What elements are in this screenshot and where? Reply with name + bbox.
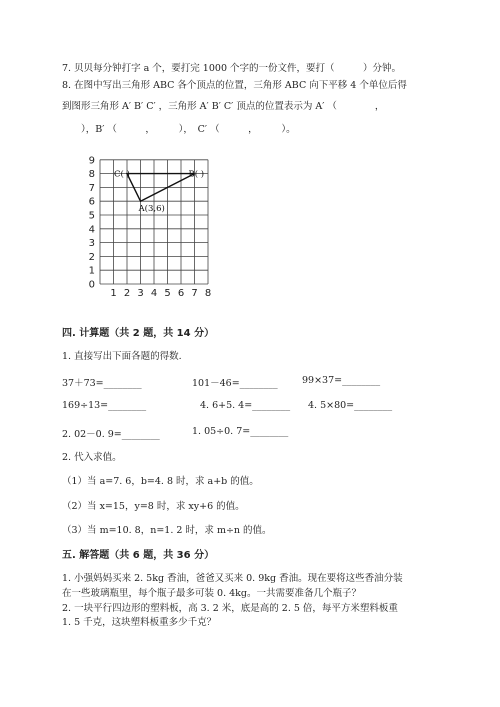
y-tick-label: 6 xyxy=(88,196,95,208)
problem-2-line-2: 1. 5 千克，这块塑料板重多少千克？ xyxy=(62,617,217,628)
x-tick-label: 1 xyxy=(110,288,117,299)
substitution-2: （2）当 x=15，y=8 时，求 xy+6 的值。 xyxy=(62,501,245,512)
y-tick-label: 5 xyxy=(88,210,95,222)
section-4-question-1: 1. 直接写出下面各题的得数. xyxy=(62,351,182,362)
y-tick-label: 4 xyxy=(88,224,95,236)
question-8-line-3: ），B′ （ ， ）， C′ （ ， ）。 xyxy=(62,124,296,135)
coordinate-grid xyxy=(88,153,218,303)
section-5-title: 五. 解答题（共 6 题，共 36 分） xyxy=(62,550,215,561)
x-tick-label: 6 xyxy=(177,288,185,299)
calc-1-1: 37＋73=________ xyxy=(62,378,142,389)
label-a: A(3,6) xyxy=(138,204,165,215)
label-c: C( ) xyxy=(114,169,130,180)
x-tick-label: 2 xyxy=(123,288,131,299)
x-tick-label: 5 xyxy=(164,288,171,299)
label-b: B( ) xyxy=(188,169,205,180)
x-tick-label: 3 xyxy=(137,288,144,299)
x-tick-label: 4 xyxy=(150,288,158,299)
problem-2-line-1: 2. 一块平行四边形的塑料板，高 3. 2 米，底是高的 2. 5 倍，每平方米塑料板重 xyxy=(62,603,398,614)
y-tick-label: 8 xyxy=(88,169,95,181)
substitution-3: （3）当 m=10. 8，n=1. 2 时，求 m÷n 的值。 xyxy=(62,525,272,536)
y-tick-label: 2 xyxy=(88,251,95,263)
question-8-line-2: 到图形三角形 A′ B′ C′ ，三角形 A′ B′ C′ 顶点的位置表示为 A′ （ ， xyxy=(62,101,385,112)
question-8-line-1: 8. 在图中写出三角形 ABC 各个顶点的位置，三角形 ABC 向下平移 4 个单位后得 xyxy=(62,80,407,91)
y-tick-label: 7 xyxy=(88,182,95,194)
calc-1-3: 99×37=________ xyxy=(302,375,381,386)
y-tick-label: 0 xyxy=(88,279,95,291)
problem-1-line-2: 在一些玻璃瓶里，每个瓶子最多可装 0. 4kg。一共需要准备几个瓶子？ xyxy=(62,588,361,599)
y-tick-label: 3 xyxy=(88,238,95,250)
section-4-title: 四. 计算题（共 2 题，共 14 分） xyxy=(62,328,215,339)
y-tick-label: 1 xyxy=(88,265,95,277)
calc-2-2: 4. 6+5. 4=________ xyxy=(200,400,291,411)
calc-1-2: 101－46=________ xyxy=(192,378,278,389)
y-tick-label: 9 xyxy=(88,155,95,167)
calc-2-1: 169÷13=________ xyxy=(62,400,147,411)
calc-3-1: 2. 02－0. 9=________ xyxy=(62,429,160,440)
substitution-1: （1）当 a=7. 6，b=4. 8 时，求 a+b 的值。 xyxy=(62,476,259,487)
question-7: 7. 贝贝每分钟打字 a 个，要打完 1000 个字的一份文件，要打（ ）分钟。 xyxy=(62,63,402,74)
calc-3-2: 1. 05÷0. 7=________ xyxy=(192,426,289,437)
x-tick-label: 8 xyxy=(204,288,212,299)
calc-2-3: 4. 5×80=________ xyxy=(308,400,393,411)
section-4-question-2: 2. 代入求值。 xyxy=(62,452,122,463)
problem-1-line-1: 1. 小强妈妈买来 2. 5kg 香油，爸爸又买来 0. 9kg 香油。现在要将这些香油分装 xyxy=(62,573,403,584)
x-tick-label: 7 xyxy=(191,288,198,299)
